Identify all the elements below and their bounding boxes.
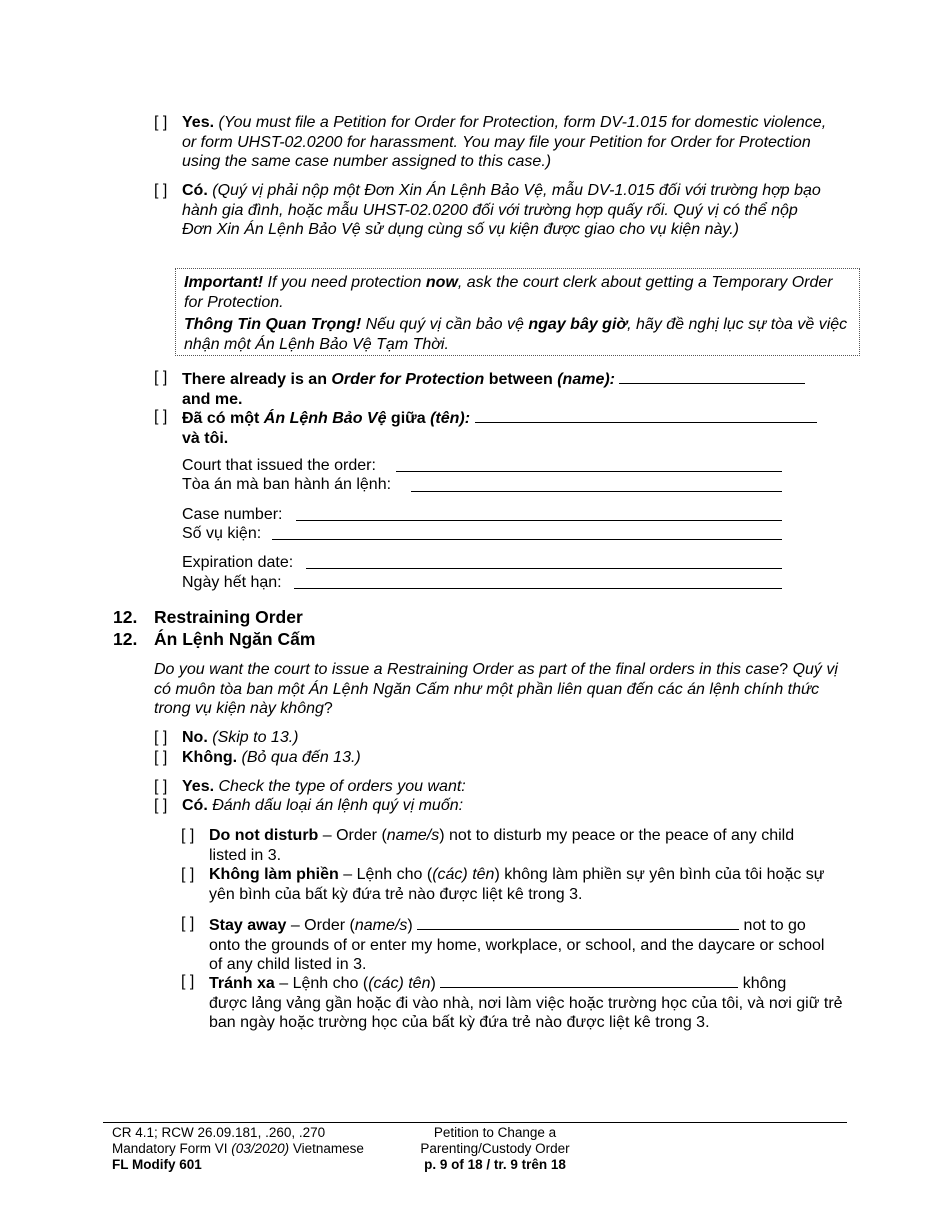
expiration-label-vi: Ngày hết hạn:	[182, 574, 282, 591]
restraining-co-option	[154, 796, 463, 816]
disturb-text: – Order (	[318, 827, 387, 844]
restraining-no-option	[154, 728, 299, 748]
khong-lam-phien-option	[181, 865, 826, 904]
restraining-khong-option	[154, 748, 361, 768]
not-to-go-text: not to go	[739, 917, 806, 934]
important-vi-text-2: , hãy đề nghị lục sự tòa về việc nhận một Án Lệnh Bảo Vệ Tạm Thời.	[184, 316, 848, 353]
stay-away-names-field[interactable]	[417, 914, 739, 930]
footer-form-date: (03/2020)	[231, 1141, 290, 1156]
question-mark: ?	[779, 661, 789, 678]
checkbox[interactable]: [ ]	[181, 827, 195, 844]
section-12-title-en: Restraining Order	[154, 607, 303, 627]
court-field[interactable]	[396, 453, 782, 472]
tranh-xa-names-field[interactable]	[440, 972, 738, 988]
khong-text: không	[738, 975, 787, 992]
protection-yes-option	[154, 113, 844, 172]
yes-note: (You must file a Petition for Order for Protection, form DV-1.015 for domestic violence, or form UHST-02.0200 for harassment. You may file your Petition for Order for Protection using the same case number assigned to this case.)	[182, 114, 827, 170]
ten-field[interactable]	[475, 407, 817, 423]
important-text: If you need protection	[263, 274, 426, 291]
stay-away-option	[181, 914, 841, 975]
lam-phien-text-2: ) không làm phiền sự yên bình của tôi hoặc sự yên bình của bất kỳ đứa trẻ nào được liệt kê trong 3.	[209, 866, 825, 903]
footer-form-a: Mandatory Form VI	[112, 1141, 232, 1156]
yes-note: Check the type of orders you want:	[218, 778, 466, 795]
tranh-xa-text: – Lệnh cho (	[274, 975, 369, 992]
expiration-field[interactable]	[306, 551, 782, 569]
footer-citation: CR 4.1; RCW 26.09.181, .260, .270	[112, 1125, 326, 1140]
cac-ten-label-2: (các) tên	[368, 975, 431, 992]
co-label: Có.	[182, 182, 208, 199]
court-label-vi: Tòa án mà ban hành án lệnh:	[182, 476, 392, 493]
footer-title-1: Petition to Change a	[433, 1125, 557, 1140]
question-vi: Quý vị có muôn tòa ban một Án Lệnh Ngăn Cấm như một phần liên quan đến các án lệnh chính thức trong vụ kiện này không	[154, 661, 838, 717]
section-12-number-vi: 12.	[113, 629, 138, 649]
away-paren: )	[407, 917, 418, 934]
checkbox[interactable]: [ ]	[181, 915, 195, 932]
do-not-disturb-label: Do not disturb	[209, 827, 319, 844]
question-mark-vi: ?	[323, 700, 333, 717]
no-note: (Skip to 13.)	[212, 729, 299, 746]
checkbox[interactable]: [ ]	[154, 749, 168, 766]
checkbox[interactable]: [ ]	[154, 408, 168, 425]
checkbox[interactable]: [ ]	[154, 778, 168, 795]
important-vi-label: Thông Tin Quan Trọng!	[184, 316, 362, 333]
case-label-vi: Số vụ kiện:	[182, 525, 262, 542]
order-protection-text: Order for Protection	[331, 371, 485, 388]
footer-center	[395, 1125, 595, 1173]
lam-phien-text: – Lệnh cho (	[338, 866, 433, 883]
checkbox[interactable]: [ ]	[181, 973, 195, 990]
already-text: There already is an	[182, 371, 332, 388]
restraining-question	[154, 660, 844, 719]
checkbox[interactable]: [ ]	[154, 369, 168, 386]
yes-label: Yes.	[182, 114, 215, 131]
restraining-yes-option	[154, 777, 466, 797]
protection-co-option	[154, 181, 824, 240]
away-text-2: onto the grounds of or enter my home, workplace, or school, and the daycare or school of any child listed in 3.	[209, 936, 825, 973]
yes-label: Yes.	[182, 778, 215, 795]
court-label-en: Court that issued the order:	[182, 457, 376, 474]
section-12-title-vi: Án Lệnh Ngăn Cấm	[154, 629, 316, 649]
da-co-order-option	[154, 407, 844, 448]
va-toi-text: và tôi.	[182, 429, 229, 447]
names-label: name/s	[386, 827, 440, 844]
already-order-option	[154, 368, 844, 409]
khong-note: (Bỏ qua đến 13.)	[241, 749, 361, 766]
now-text: now	[425, 274, 458, 291]
question-en: Do you want the court to issue a Restraining Order as part of the final orders in this case	[154, 661, 780, 678]
court-field-vi[interactable]	[411, 473, 782, 492]
important-text-2: , ask the court clerk about getting a Temporary Order for Protection.	[184, 274, 833, 311]
khong-lam-phien-label: Không làm phiền	[209, 866, 339, 883]
footer-title-2: Parenting/Custody Order	[420, 1141, 570, 1156]
giua-text: giữa	[386, 410, 431, 427]
between-text: between	[484, 371, 558, 388]
footer-form-line	[112, 1141, 364, 1157]
da-co-text: Đã có một	[182, 410, 264, 427]
important-notice-box	[175, 268, 860, 356]
tranh-xa-option	[181, 972, 846, 1033]
important-vi-text: Nếu quý vị cần bảo vệ	[361, 316, 529, 333]
tranh-xa-label: Tránh xa	[209, 975, 275, 992]
footer-left	[112, 1125, 364, 1173]
khong-label: Không.	[182, 749, 238, 766]
case-field[interactable]	[296, 503, 782, 521]
expiration-field-vi[interactable]	[294, 571, 782, 589]
and-me-text: and me.	[182, 390, 243, 408]
no-label: No.	[182, 729, 208, 746]
checkbox[interactable]: [ ]	[154, 797, 168, 814]
cac-ten-label: (các) tên	[432, 866, 495, 883]
page-number: p. 9 of 18 / tr. 9 trên 18	[424, 1157, 566, 1172]
important-en	[184, 273, 849, 312]
tranh-xa-paren: )	[430, 975, 441, 992]
footer-form-lang: Vietnamese	[289, 1141, 364, 1156]
case-field-vi[interactable]	[272, 522, 782, 540]
ten-label: (tên):	[430, 410, 471, 427]
section-12-number: 12.	[113, 607, 138, 627]
name-label: (name):	[557, 371, 615, 388]
footer-form-id: FL Modify 601	[112, 1157, 202, 1172]
checkbox[interactable]: [ ]	[181, 866, 195, 883]
important-vi	[184, 315, 849, 354]
away-text: – Order (	[286, 917, 355, 934]
important-label: Important!	[184, 274, 264, 291]
stay-away-label: Stay away	[209, 917, 287, 934]
do-not-disturb-option	[181, 826, 826, 865]
disturb-text-2: ) not to disturb my peace or the peace of any child listed in 3.	[209, 827, 795, 864]
ngay-bay-gio-text: ngay bây giờ	[528, 316, 628, 333]
case-label-en: Case number:	[182, 506, 283, 523]
co-note: (Quý vị phải nộp một Đơn Xin Án Lệnh Bảo Vệ, mẫu DV-1.015 đối với trường hợp bạo hành gia đình, hoặc mẫu UHST-02.0200 đối với trường hợp quấy rối. Quý vị có thể nộp Đơn Xin Án Lệnh Bảo Vệ sử dụng cùng số vụ kiện được giao cho vụ kiện này.)	[182, 182, 821, 238]
an-lenh-bao-ve-text: Án Lệnh Bảo Vệ	[263, 410, 387, 427]
tranh-xa-text-2: được lảng vảng gần hoặc đi vào nhà, nơi làm việc hoặc trường học của tôi, và nơi giữ trẻ ban ngày hoặc trường học của bất kỳ đứa trẻ nào được liệt kê trong 3.	[209, 994, 843, 1031]
co-label: Có.	[182, 797, 208, 814]
expiration-label-en: Expiration date:	[182, 554, 294, 571]
co-note: Đánh dấu loại án lệnh quý vị muốn:	[212, 797, 464, 814]
names-label-2: name/s	[354, 917, 408, 934]
checkbox[interactable]: [ ]	[154, 182, 168, 199]
footer-rule	[103, 1122, 847, 1123]
checkbox[interactable]: [ ]	[154, 729, 168, 746]
checkbox[interactable]: [ ]	[154, 114, 168, 131]
name-field[interactable]	[619, 368, 805, 384]
